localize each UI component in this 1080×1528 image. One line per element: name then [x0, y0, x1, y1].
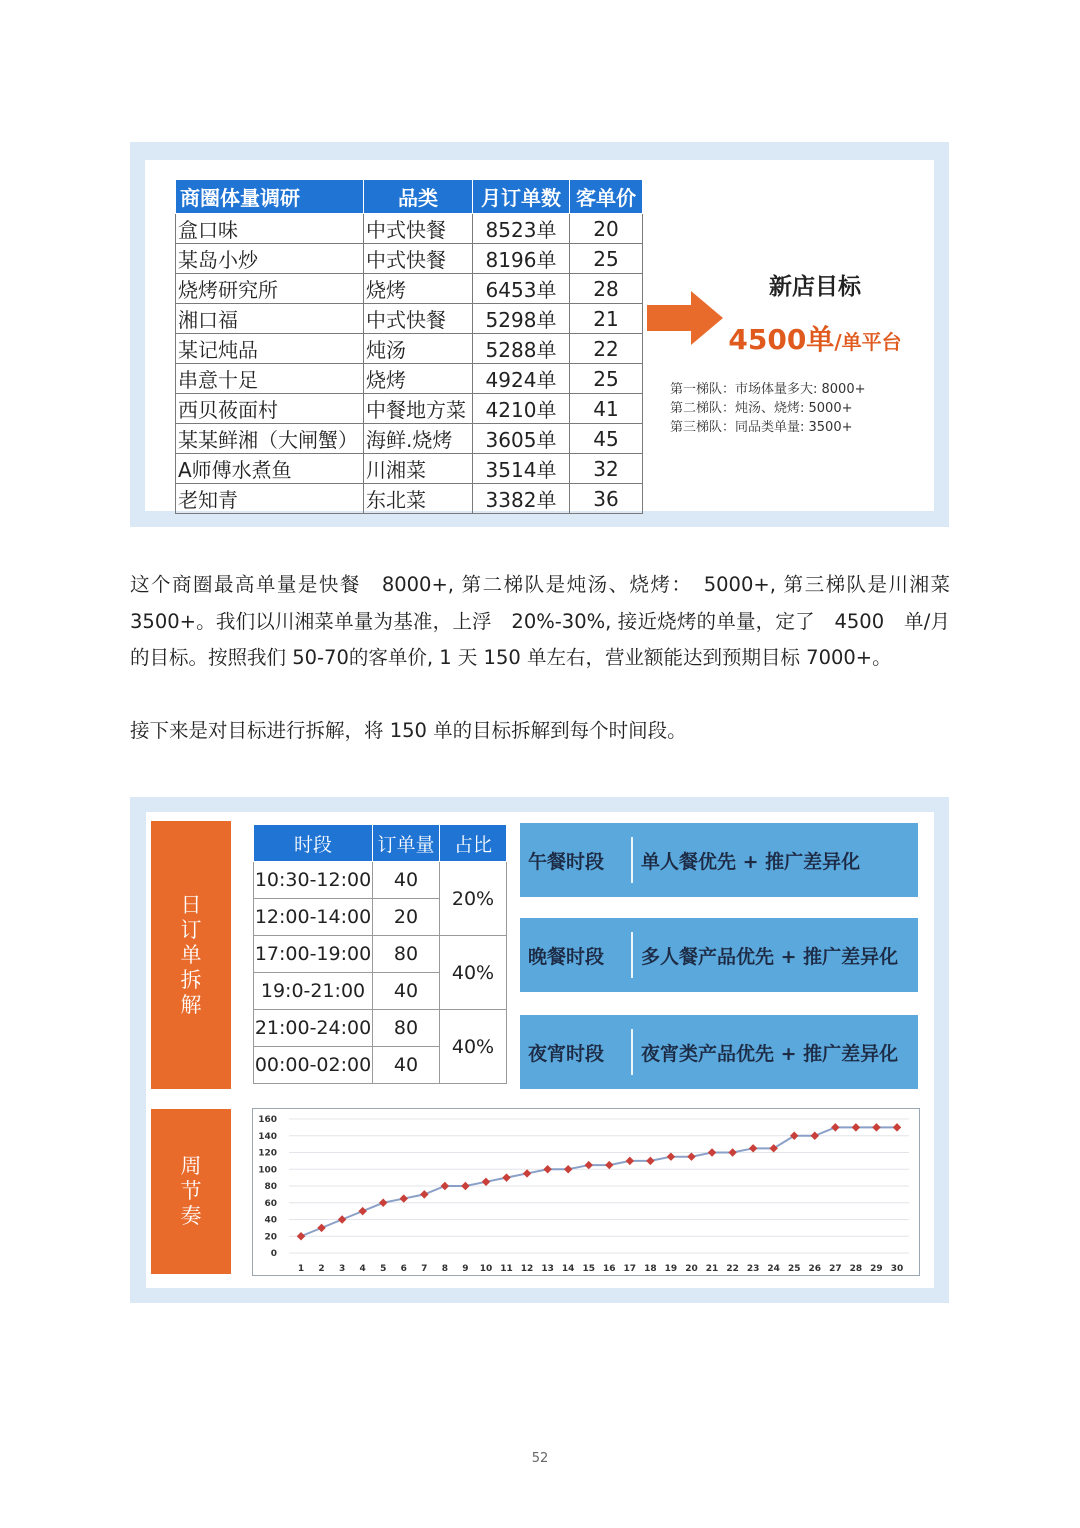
y-tick-label: 160: [258, 1115, 277, 1125]
survey-shop-name: 西贝莜面村: [176, 394, 364, 424]
data-point: [338, 1215, 346, 1223]
table-row: [176, 274, 643, 304]
x-tick-label: 29: [870, 1264, 883, 1274]
slot-strategy: 单人餐优先 + 推广差异化: [641, 850, 861, 873]
data-point: [872, 1123, 880, 1131]
slot-orders: 80: [373, 1010, 440, 1047]
slot-name: 午餐时段: [520, 837, 633, 883]
y-tick-label: 140: [258, 1131, 277, 1142]
x-tick-label: 30: [890, 1264, 904, 1274]
new-store-target-title: 新店目标: [769, 274, 861, 300]
data-point: [646, 1157, 654, 1165]
x-tick-label: 25: [787, 1264, 801, 1274]
x-tick-label: 19: [664, 1264, 678, 1274]
table-row: [254, 862, 507, 899]
survey-category: 中式快餐: [364, 304, 473, 334]
survey-avg-price: 36: [570, 484, 643, 514]
x-tick-label: 1: [297, 1264, 305, 1274]
data-point: [811, 1132, 819, 1140]
table-row: [176, 454, 643, 484]
slot-orders: 40: [373, 973, 440, 1010]
slot-header-cell: 占比: [440, 825, 507, 862]
table-row: [254, 936, 507, 973]
survey-monthly-orders: 3514单: [473, 454, 570, 484]
target-unit: /单平台: [834, 330, 902, 354]
slot-header-row: [254, 825, 507, 862]
slot-time: 00:00-02:00: [254, 1047, 373, 1084]
x-tick-label: 8: [441, 1264, 448, 1274]
y-tick-label: 120: [258, 1148, 277, 1159]
data-point: [358, 1207, 366, 1215]
table-row: [176, 304, 643, 334]
data-point: [420, 1190, 428, 1198]
data-point: [564, 1165, 572, 1173]
survey-monthly-orders: 3382单: [473, 484, 570, 514]
survey-shop-name: 盒口味: [176, 214, 364, 244]
table-row: [254, 1010, 507, 1047]
survey-avg-price: 45: [570, 424, 643, 454]
data-point: [297, 1232, 305, 1240]
data-point: [852, 1123, 860, 1131]
x-tick-label: 11: [500, 1264, 513, 1274]
new-store-target-value: [700, 318, 930, 358]
slot-share: 40%: [440, 936, 507, 1010]
x-tick-label: 5: [380, 1264, 387, 1274]
x-tick-label: 4: [359, 1264, 366, 1274]
tier-list: [670, 380, 866, 437]
x-tick-label: 22: [726, 1264, 739, 1274]
page-number: 52: [531, 1451, 549, 1466]
lunch-slot-box: [520, 823, 918, 897]
slot-time: 19:0-21:00: [254, 973, 373, 1010]
slot-strategy: 夜宵类产品优先 + 推广差异化: [641, 1042, 899, 1065]
survey-category: 海鲜.烧烤: [364, 424, 473, 454]
survey-category: 东北菜: [364, 484, 473, 514]
slot-name: 晚餐时段: [520, 932, 633, 978]
x-tick-label: 9: [462, 1264, 469, 1274]
data-point: [584, 1161, 592, 1169]
time-slot-table: [253, 824, 507, 1084]
slot-time: 12:00-14:00: [254, 899, 373, 936]
survey-monthly-orders: 8196单: [473, 244, 570, 274]
survey-header-cell: 客单价: [570, 180, 643, 214]
x-tick-label: 18: [644, 1264, 657, 1274]
daily-breakdown-label-text: 日订单拆解: [180, 892, 202, 1017]
x-tick-label: 27: [829, 1264, 842, 1274]
table-row: [176, 364, 643, 394]
tier-item: 第三梯队：同品类单量: 3500+: [670, 420, 853, 435]
tier-item: 第一梯队：市场体量多大: 8000+: [670, 382, 866, 397]
y-tick-label: 20: [264, 1232, 277, 1243]
paragraph-target-analysis: 这个商圈最高单量是快餐 8000+, 第二梯队是炖汤、烧烤： 5000+, 第三梯队是川湘菜3500+。我们以川湘菜单量为基准，上浮 20%-30%, 接近烧烤的单量，定了 4500 单/月的目标。按照我们 50-70的客单价, 1 天 150 单左右，营业额能达到预期目标 7000+。: [130, 573, 950, 669]
x-tick-label: 23: [746, 1264, 760, 1274]
target-orders: 4500单: [728, 323, 835, 356]
slot-orders: 40: [373, 862, 440, 899]
x-tick-label: 28: [849, 1264, 863, 1274]
slot-header-cell: 时段: [254, 825, 373, 862]
y-tick-label: 40: [264, 1215, 277, 1226]
x-tick-label: 7: [421, 1264, 428, 1274]
survey-monthly-orders: 4924单: [473, 364, 570, 394]
table-row: [176, 244, 643, 274]
y-tick-label: 60: [264, 1198, 277, 1209]
data-point: [667, 1152, 675, 1160]
survey-monthly-orders: 3605单: [473, 424, 570, 454]
survey-header-row: [176, 180, 643, 214]
survey-monthly-orders: 5298单: [473, 304, 570, 334]
slot-time: 17:00-19:00: [254, 936, 373, 973]
paragraph-target-breakdown: 接下来是对目标进行拆解，将 150 单的目标拆解到每个时间段。: [130, 719, 687, 742]
survey-avg-price: 41: [570, 394, 643, 424]
survey-shop-name: 串意十足: [176, 364, 364, 394]
y-tick-label: 0: [270, 1249, 277, 1259]
survey-shop-name: 某记炖品: [176, 334, 364, 364]
data-point: [482, 1178, 490, 1186]
slot-share: 40%: [440, 1010, 507, 1084]
survey-avg-price: 21: [570, 304, 643, 334]
x-tick-label: 10: [479, 1264, 493, 1274]
data-point: [749, 1144, 757, 1152]
x-tick-label: 17: [623, 1264, 637, 1274]
x-tick-label: 16: [603, 1264, 616, 1274]
table-row: [176, 334, 643, 364]
x-tick-label: 15: [582, 1264, 595, 1274]
x-tick-label: 24: [767, 1264, 780, 1274]
data-point: [461, 1182, 469, 1190]
data-point: [893, 1123, 901, 1131]
tier-item: 第二梯队：炖汤、烧烤: 5000+: [670, 401, 853, 416]
survey-monthly-orders: 4210单: [473, 394, 570, 424]
survey-header-cell: 商圈体量调研: [176, 180, 364, 214]
survey-avg-price: 20: [570, 214, 643, 244]
slot-share: 20%: [440, 862, 507, 936]
x-tick-label: 20: [685, 1264, 698, 1274]
data-point: [543, 1165, 551, 1173]
survey-category: 烧烤: [364, 364, 473, 394]
survey-header-cell: 月订单数: [473, 180, 570, 214]
y-tick-label: 80: [264, 1182, 277, 1192]
survey-monthly-orders: 8523单: [473, 214, 570, 244]
survey-table: [175, 179, 643, 514]
survey-header-cell: 品类: [364, 180, 473, 214]
slot-orders: 80: [373, 936, 440, 973]
survey-shop-name: A师傅水煮鱼: [176, 454, 364, 484]
weekly-rhythm-label-text: 周节奏: [180, 1154, 202, 1228]
x-tick-label: 14: [561, 1264, 575, 1274]
survey-shop-name: 湘口福: [176, 304, 364, 334]
data-point: [523, 1169, 531, 1177]
survey-category: 烧烤: [364, 274, 473, 304]
survey-category: 炖汤: [364, 334, 473, 364]
table-row: [176, 214, 643, 244]
table-row: [176, 394, 643, 424]
dinner-slot-box: [520, 918, 918, 992]
survey-category: 中式快餐: [364, 244, 473, 274]
data-point: [687, 1152, 695, 1160]
data-point: [605, 1161, 613, 1169]
survey-avg-price: 32: [570, 454, 643, 484]
data-point: [441, 1182, 449, 1190]
survey-shop-name: 某岛小炒: [176, 244, 364, 274]
survey-shop-name: 某某鲜湘（大闸蟹）: [176, 424, 364, 454]
x-tick-label: 3: [338, 1264, 346, 1274]
data-point: [728, 1148, 736, 1156]
data-point: [708, 1148, 716, 1156]
slot-orders: 40: [373, 1047, 440, 1084]
data-point: [626, 1157, 634, 1165]
survey-avg-price: 25: [570, 244, 643, 274]
survey-category: 中式快餐: [364, 214, 473, 244]
weekly-rhythm-label: [151, 1109, 231, 1274]
survey-avg-price: 25: [570, 364, 643, 394]
slot-time: 21:00-24:00: [254, 1010, 373, 1047]
survey-avg-price: 28: [570, 274, 643, 304]
table-row: [176, 484, 643, 514]
survey-shop-name: 老知青: [176, 484, 364, 514]
x-tick-label: 6: [400, 1264, 407, 1274]
x-tick-label: 26: [808, 1264, 822, 1274]
survey-category: 中餐地方菜: [364, 394, 473, 424]
data-point: [502, 1173, 510, 1181]
slot-strategy: 多人餐产品优先 + 推广差异化: [641, 945, 899, 968]
weekly-rhythm-chart: [252, 1108, 920, 1276]
late-night-slot-box: [520, 1015, 918, 1089]
line-chart-svg: [253, 1109, 919, 1275]
x-tick-label: 21: [705, 1264, 719, 1274]
slot-orders: 20: [373, 899, 440, 936]
survey-shop-name: 烧烤研究所: [176, 274, 364, 304]
data-point: [400, 1194, 408, 1202]
survey-monthly-orders: 5288单: [473, 334, 570, 364]
survey-avg-price: 22: [570, 334, 643, 364]
data-point: [379, 1199, 387, 1207]
y-tick-label: 100: [258, 1165, 277, 1176]
daily-breakdown-label: [151, 821, 231, 1089]
x-tick-label: 12: [520, 1264, 534, 1274]
slot-time: 10:30-12:00: [254, 862, 373, 899]
x-tick-label: 13: [541, 1264, 554, 1274]
slot-header-cell: 订单量: [373, 825, 440, 862]
slot-name: 夜宵时段: [520, 1029, 633, 1075]
survey-category: 川湘菜: [364, 454, 473, 484]
data-point: [831, 1123, 839, 1131]
x-tick-label: 2: [318, 1264, 325, 1274]
survey-monthly-orders: 6453单: [473, 274, 570, 304]
table-row: [176, 424, 643, 454]
data-point: [317, 1224, 325, 1232]
